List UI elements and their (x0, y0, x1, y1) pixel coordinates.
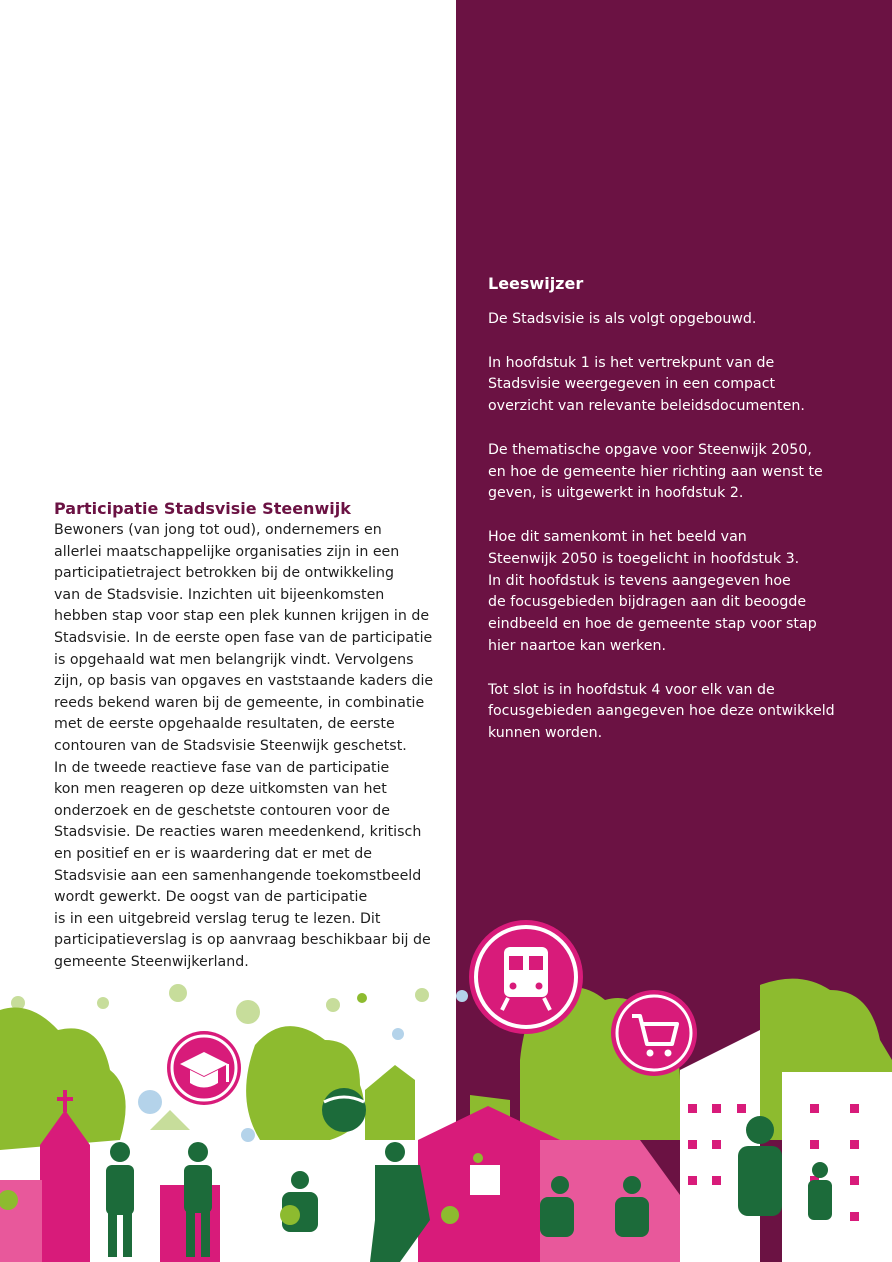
reading-guide-paragraph: De thematische opgave voor Steenwijk 2050, en hoe de gemeente hier richting aan wenst te geven, is uitgewerkt in hoofdstuk 2. (488, 441, 823, 502)
reading-guide-title: Leeswijzer (488, 274, 584, 293)
participation-title: Participatie Stadsvisie Steenwijk (54, 499, 351, 518)
shopping-cart-icon (611, 990, 697, 1076)
participation-body: Bewoners (van jong tot oud), ondernemers en allerlei maatschappelijke organisaties zijn in een participatietraject betrokken bij de ontwikkeling van de Stadsvisie. Inzichten uit bijeenkomsten hebben stap voor stap een plek kunnen krijgen in de Stadsvisie. In de eerste open fase van de participatie is opgehaald wat men belangrijk vindt. Vervolgens zijn, op basis van opgaves en vaststaande kaders die reeds bekend waren bij de gemeente, in combinatie met de eerste opgehaalde resultaten, de eerste contouren van de Stadsvisie Steenwijk geschetst. In de tweede reactieve fase van de participatie kon men reageren op deze uitkomsten van het onderzoek en de geschetste contouren voor de Stadsvisie. De reacties waren meedenkend, kritisch en positief en er is waardering dat er met de Stadsvisie aan een samenhangende toekomstbeeld wordt gewerkt. De oogst van de participatie is in een uitgebreid verslag terug te lezen. Dit participatieverslag is op aanvraag beschikbaar bij de gemeente Steenwijkerland. (54, 522, 434, 970)
reading-guide-paragraph: De Stadsvisie is als volgt opgebouwd. (488, 311, 757, 327)
train-icon (469, 920, 583, 1034)
graduation-cap-icon (167, 1031, 241, 1105)
ball-icon (322, 1088, 366, 1132)
reading-guide-paragraph: Hoe dit samenkomt in het beeld van Steenwijk 2050 is toegelicht in hoofdstuk 3. In dit hoofdstuk is tevens aangegeven hoe de focusgebieden bijdragen aan dit beoogde eindbeeld en hoe de gemeente stap voor stap hier naartoe kan werken. (488, 528, 817, 654)
reading-guide-paragraph: Tot slot is in hoofdstuk 4 voor elk van de focusgebieden aangegeven hoe deze ontwikkeld kunnen worden. (488, 681, 835, 742)
reading-guide-paragraph: In hoofdstuk 1 is het vertrekpunt van de Stadsvisie weergegeven in een compact overzicht van relevante beleidsdocumenten. (488, 354, 805, 415)
